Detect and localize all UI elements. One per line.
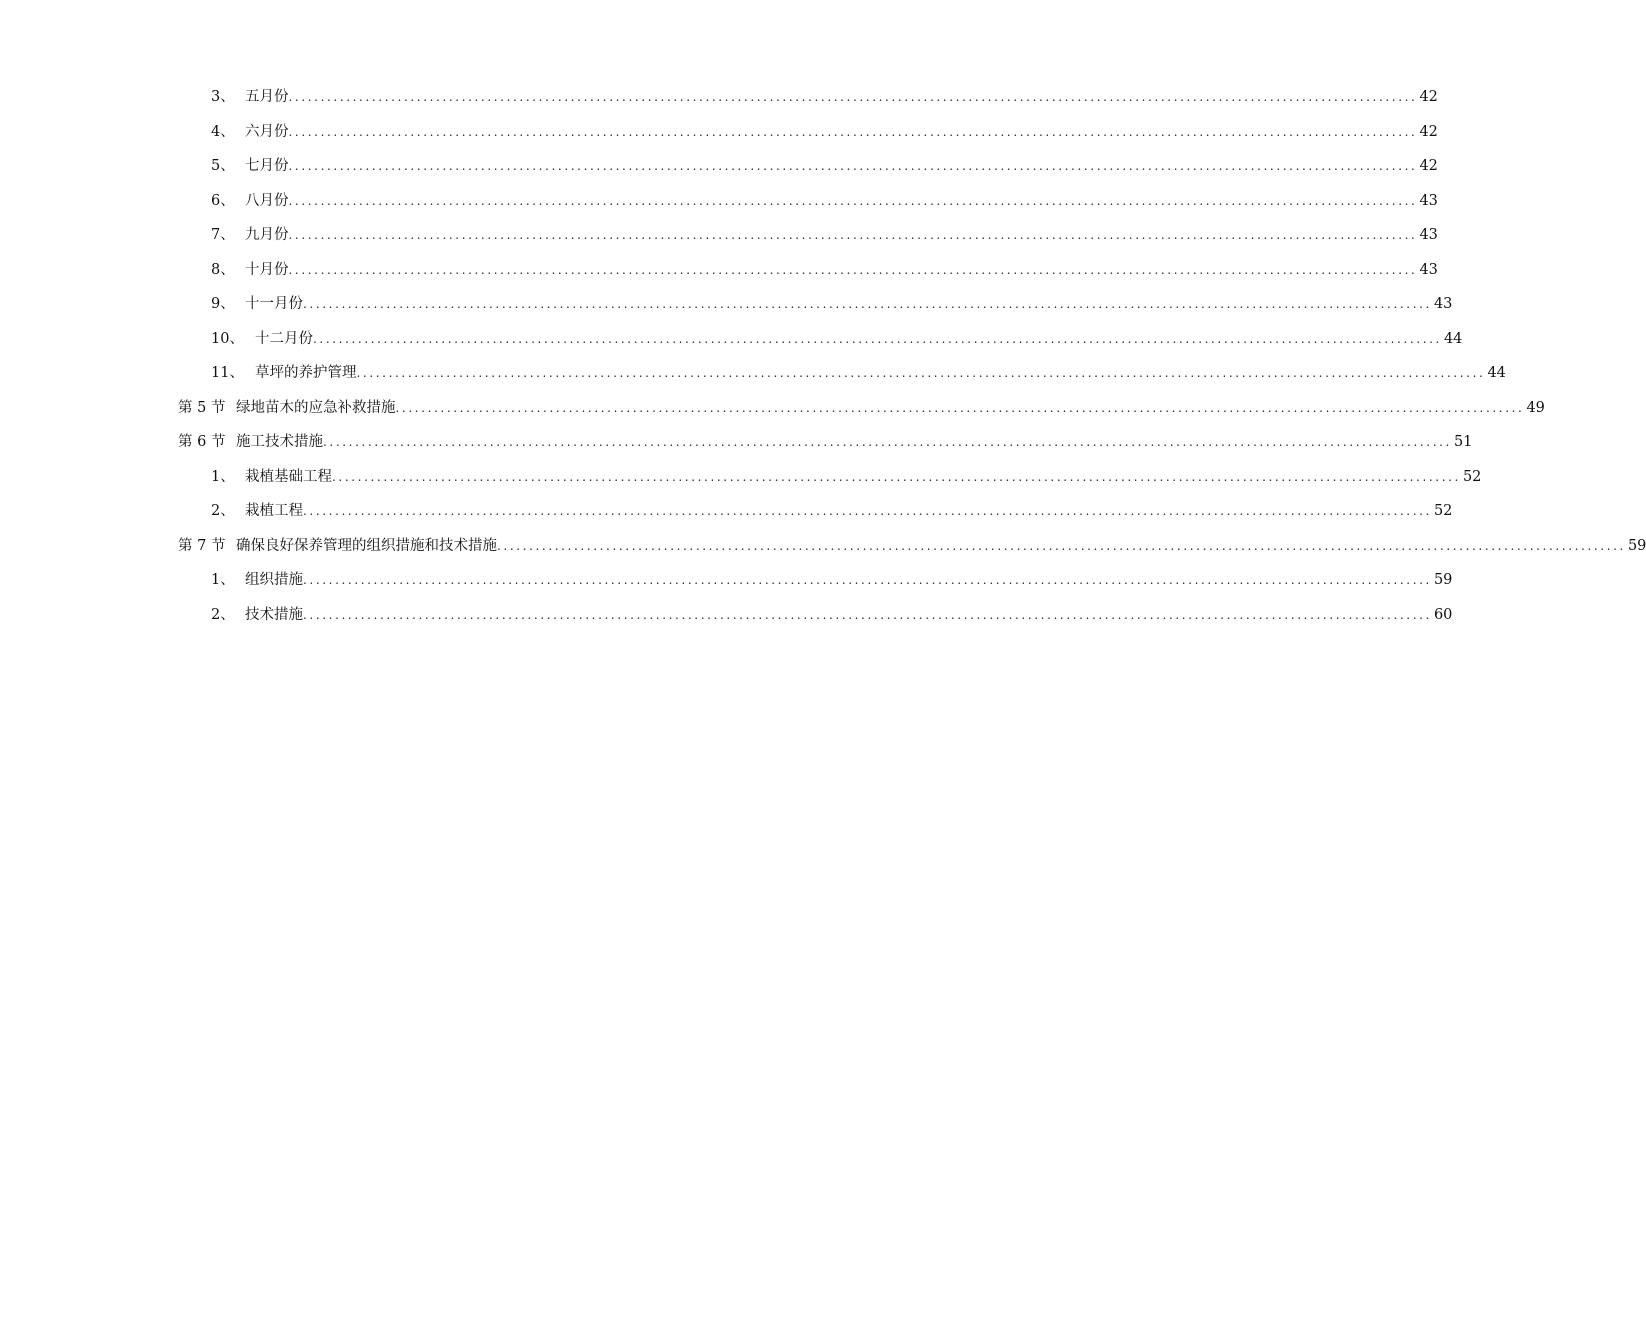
toc-entry-number: 4、 (211, 123, 235, 140)
toc-dot-leader: ................................................................................................................................................................................ (313, 331, 1442, 346)
toc-entry-title: 八月份 (245, 192, 289, 209)
toc-dot-leader: ................................................................................................................................................................................ (332, 469, 1461, 484)
toc-entry-number: 2、 (211, 503, 235, 519)
toc-page-number: 52 (1462, 468, 1482, 485)
toc-entry[interactable] (0, 494, 1453, 529)
table-of-contents (0, 80, 1646, 632)
toc-entry-number: 1、 (211, 572, 235, 588)
toc-entry-title: 十二月份 (255, 330, 313, 347)
toc-dot-leader: ................................................................................................................................................................................ (303, 607, 1432, 622)
toc-entry[interactable] (0, 80, 1438, 115)
toc-entry-number: 5、 (211, 158, 235, 174)
toc-dot-leader: ................................................................................................................................................................................ (323, 435, 1452, 450)
toc-section-entry[interactable] (0, 529, 1646, 564)
toc-page-number: 42 (1419, 158, 1438, 174)
toc-entry[interactable] (0, 184, 1438, 219)
toc-section-number: 第 6 节 (178, 434, 226, 450)
toc-dot-leader: ................................................................................................................................................................................ (303, 297, 1432, 312)
toc-entry[interactable] (0, 356, 1506, 391)
toc-page-number: 44 (1443, 330, 1463, 347)
toc-section-title: 确保良好保养管理的组织措施和技术措施 (236, 537, 497, 554)
toc-page-number: 42 (1419, 89, 1438, 105)
toc-page-number: 52 (1433, 503, 1453, 519)
toc-entry-title: 组织措施 (245, 572, 303, 588)
toc-entry-number: 8、 (211, 261, 235, 278)
toc-entry[interactable] (0, 563, 1453, 598)
toc-entry-title: 十月份 (245, 261, 289, 278)
toc-section-entry[interactable] (0, 425, 1473, 460)
toc-dot-leader: ................................................................................................................................................................................ (288, 159, 1418, 174)
toc-entry[interactable] (0, 460, 1482, 495)
toc-page-number: 44 (1487, 365, 1506, 381)
toc-entry[interactable] (0, 253, 1438, 288)
toc-dot-leader: ................................................................................................................................................................................ (288, 262, 1418, 277)
toc-dot-leader: ................................................................................................................................................................................ (288, 90, 1418, 105)
toc-section-title: 施工技术措施 (236, 434, 323, 450)
toc-entry-number: 10、 (211, 330, 244, 347)
toc-entry-number: 9、 (211, 296, 235, 312)
toc-dot-leader: ................................................................................................................................................................................ (303, 573, 1432, 588)
toc-entry[interactable] (0, 218, 1438, 253)
toc-entry-title: 草坪的养护管理 (255, 365, 357, 381)
toc-entry-title: 十一月份 (245, 296, 303, 312)
toc-entry-number: 11、 (211, 365, 244, 381)
toc-page-number: 43 (1433, 296, 1453, 312)
toc-entry-title: 五月份 (245, 89, 289, 105)
toc-entry-title: 栽植工程 (245, 503, 303, 519)
toc-entry-number: 6、 (211, 192, 235, 209)
toc-entry[interactable] (0, 598, 1453, 633)
toc-page-number: 60 (1433, 606, 1453, 623)
toc-page-number: 49 (1526, 399, 1545, 416)
toc-dot-leader: ................................................................................................................................................................................ (288, 124, 1418, 139)
toc-entry-title: 技术措施 (245, 606, 303, 623)
toc-entry[interactable] (0, 149, 1438, 184)
toc-entry-number: 2、 (211, 606, 235, 623)
toc-section-entry[interactable] (0, 391, 1545, 426)
toc-entry[interactable] (0, 115, 1438, 150)
toc-section-number: 第 7 节 (178, 537, 226, 554)
toc-entry-number: 1、 (211, 468, 235, 485)
toc-page-number: 59 (1627, 537, 1646, 554)
toc-dot-leader: ................................................................................................................................................................................ (303, 504, 1432, 519)
toc-page-number: 51 (1453, 434, 1473, 450)
toc-entry-title: 九月份 (245, 227, 289, 243)
toc-entry[interactable] (0, 287, 1453, 322)
toc-entry-number: 7、 (211, 227, 235, 243)
toc-section-number: 第 5 节 (178, 399, 226, 416)
toc-entry-title: 六月份 (245, 123, 289, 140)
toc-entry-title: 七月份 (245, 158, 289, 174)
toc-dot-leader: ................................................................................................................................................................................ (395, 400, 1525, 415)
toc-entry-number: 3、 (211, 89, 235, 105)
toc-entry-title: 栽植基础工程 (245, 468, 332, 485)
toc-entry[interactable] (0, 322, 1463, 357)
toc-section-title: 绿地苗木的应急补救措施 (236, 399, 396, 416)
toc-page-number: 43 (1419, 192, 1438, 209)
toc-dot-leader: ................................................................................................................................................................................ (288, 193, 1418, 208)
toc-page-number: 42 (1419, 123, 1438, 140)
toc-page-number: 43 (1419, 227, 1438, 243)
toc-dot-leader: ................................................................................................................................................................................ (288, 228, 1418, 243)
toc-dot-leader: ................................................................................................................................................................................ (497, 538, 1626, 553)
toc-page-number: 43 (1419, 261, 1438, 278)
toc-dot-leader: ................................................................................................................................................................................ (356, 366, 1486, 381)
toc-page-number: 59 (1433, 572, 1453, 588)
